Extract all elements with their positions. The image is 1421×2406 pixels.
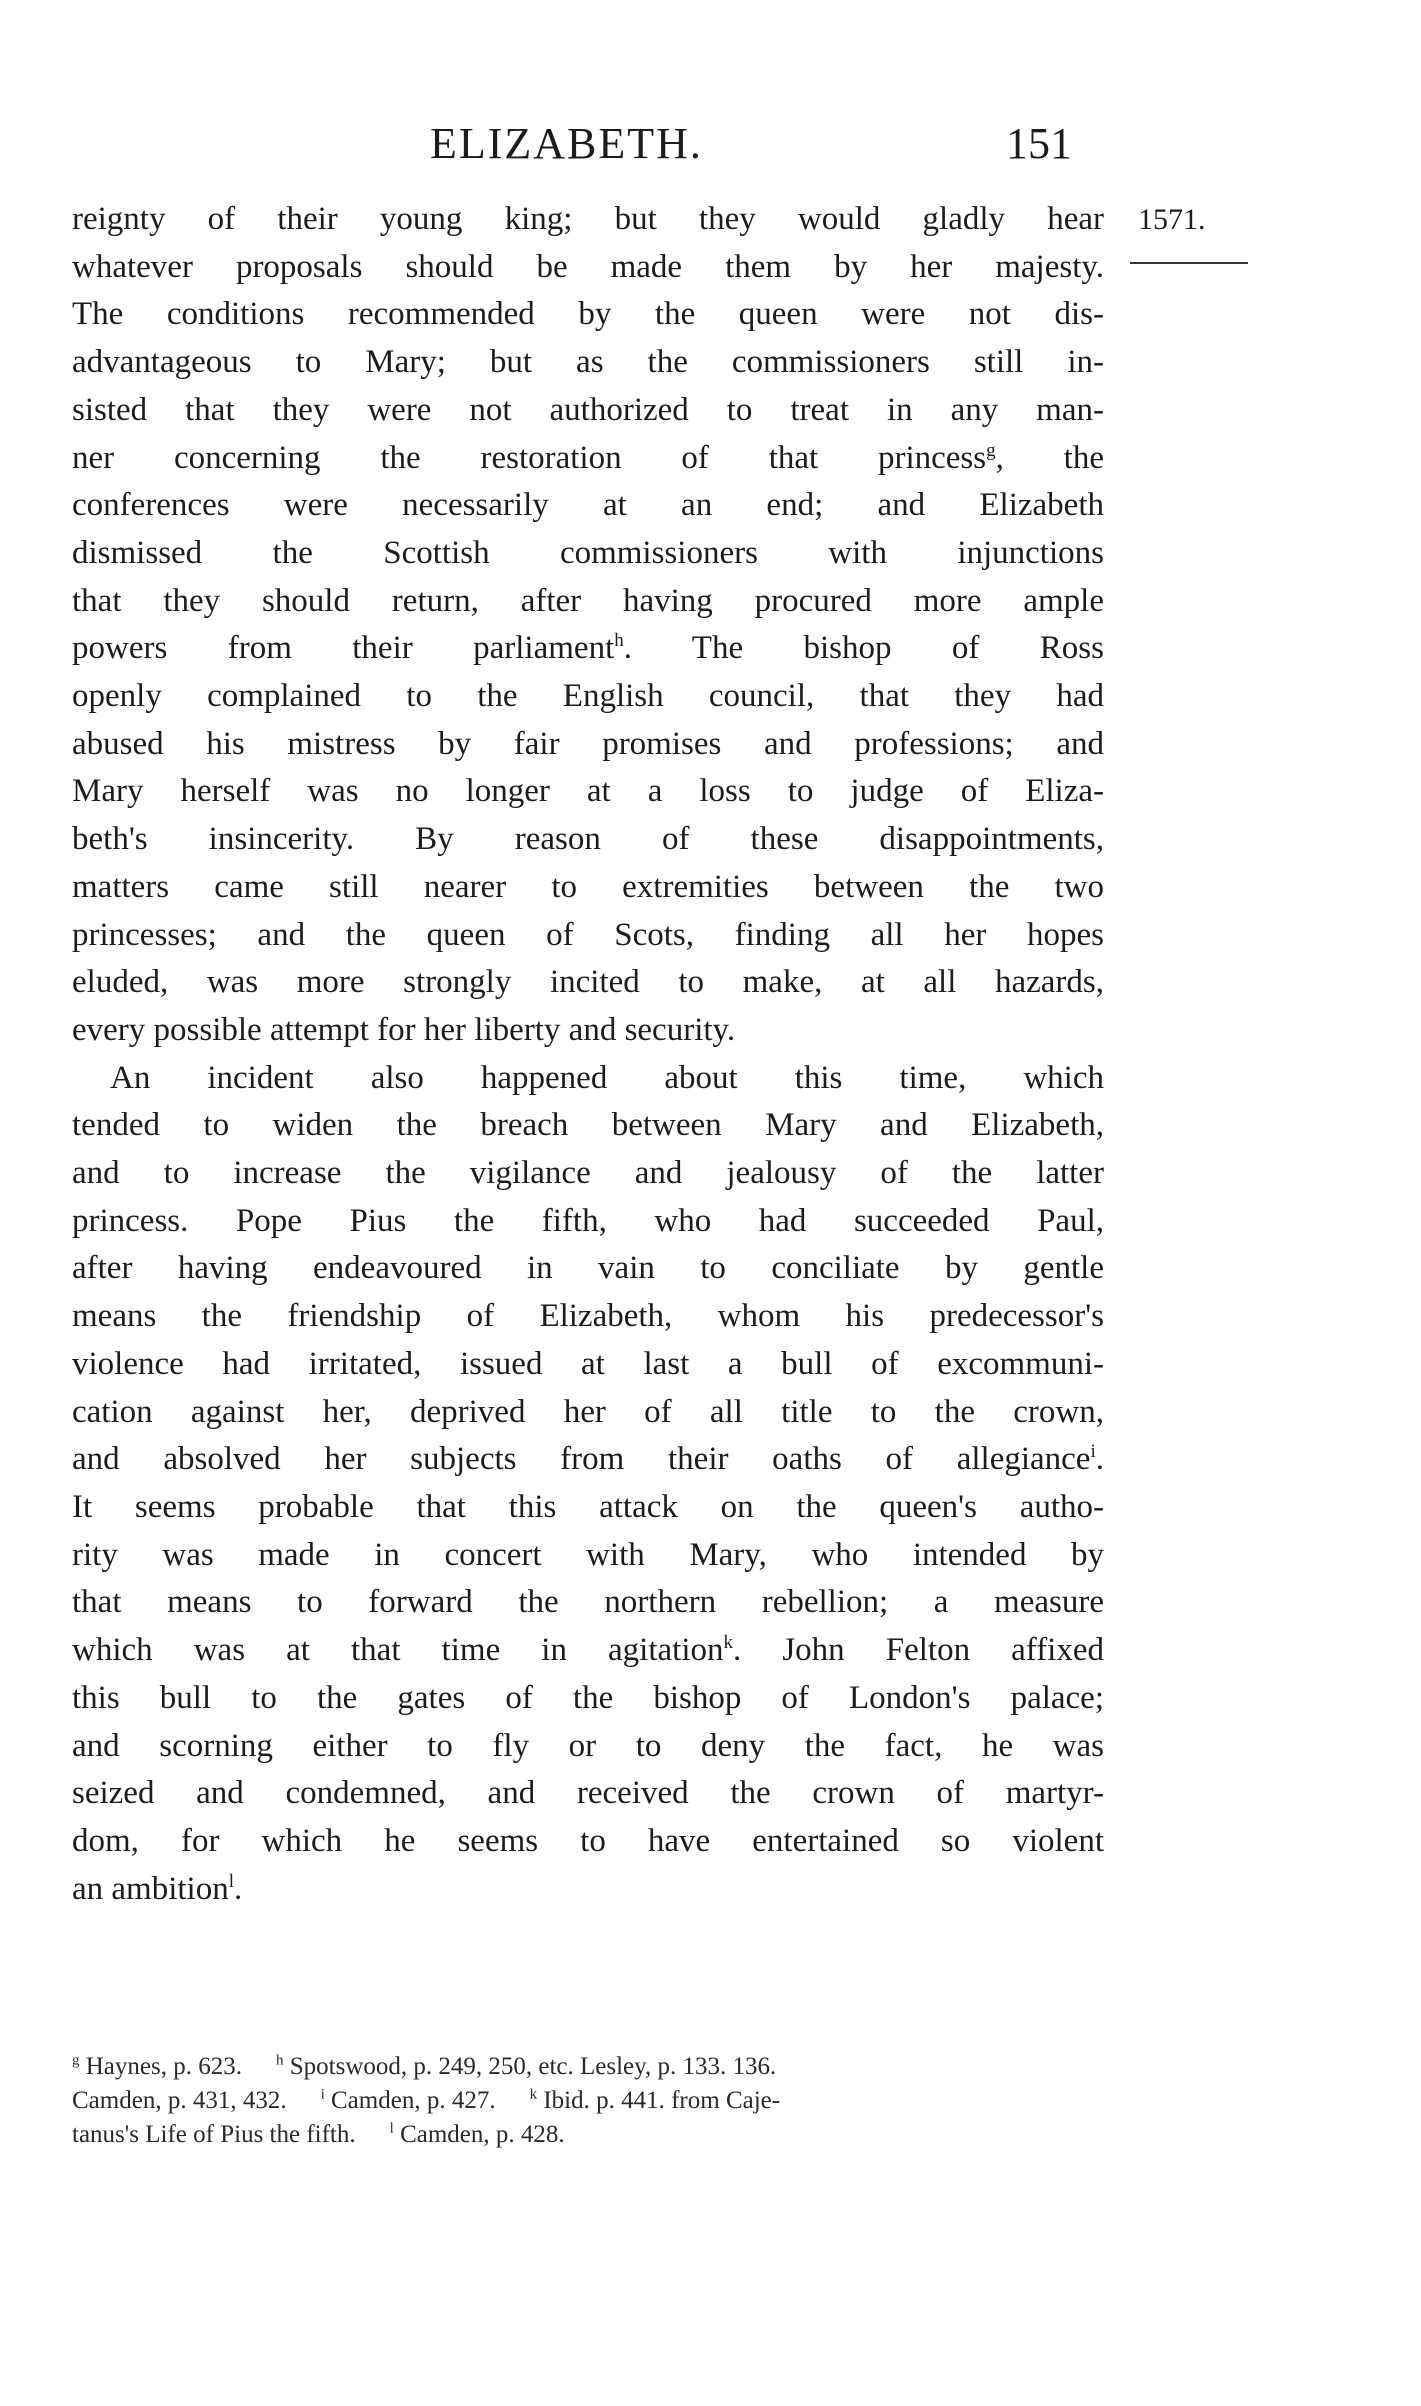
line-text: matters came still nearer to extremities between the two <box>72 868 1104 905</box>
paragraph-1 <box>72 196 1104 1055</box>
line-text: Mary herself was no longer at a loss to judge of Eliza- <box>72 773 1104 810</box>
line-text: powers from their parliament <box>72 630 615 667</box>
footnote-text: Camden, p. 427. <box>331 2087 496 2114</box>
text-line <box>72 864 1104 912</box>
line-text: abused his mistress by fair promises and professions; and <box>72 725 1104 762</box>
text-line <box>72 1484 1104 1532</box>
line-text: princess. Pope Pius the fifth, who had succeeded Paul, <box>72 1202 1104 1239</box>
text-line <box>72 1389 1104 1437</box>
footnote-line <box>72 2050 1104 2084</box>
line-text: seized and condemned, and received the crown of martyr- <box>72 1775 1104 1812</box>
footnote-text: Camden, p. 428. <box>400 2121 565 2148</box>
text-line <box>72 912 1104 960</box>
page-number: 151 <box>1006 119 1072 168</box>
line-text: The conditions recommended by the queen were not dis- <box>72 296 1104 333</box>
footnotes <box>72 2050 1104 2152</box>
line-text: and scorning either to fly or to deny the fact, he was <box>72 1727 1104 1764</box>
text-line <box>72 625 1104 673</box>
line-text: that they should return, after having procured more ample <box>72 582 1104 619</box>
line-text: reignty of their young king; but they would gladly hear <box>72 201 1104 237</box>
line-text: openly complained to the English council, that they had <box>72 678 1104 715</box>
line-text: after having endeavoured in vain to conciliate by gentle <box>72 1250 1104 1287</box>
footnote-text: tanus's Life of Pius the fifth. <box>72 2121 356 2148</box>
marginal-rule <box>1130 262 1248 264</box>
line-text: an ambition <box>72 1870 229 1907</box>
footnote-ref: h <box>614 630 624 652</box>
footnote-text: Camden, p. 431, 432. <box>72 2087 287 2114</box>
text-line <box>72 1532 1104 1580</box>
text-line <box>72 530 1104 578</box>
text-line <box>72 816 1104 864</box>
line-text: that means to forward the northern rebellion; a measure <box>72 1584 1104 1621</box>
line-text: every possible attempt for her liberty and security. <box>72 1011 736 1048</box>
footnote-text: Spotswood, p. 249, 250, etc. Lesley, p. 133. 136. <box>289 2053 777 2080</box>
text-line <box>72 768 1104 816</box>
footnote-text: Ibid. p. 441. from Caje- <box>543 2087 781 2114</box>
running-head <box>0 112 1421 176</box>
line-text: tended to widen the breach between Mary and Elizabeth, <box>72 1107 1104 1144</box>
line-text: dom, for which he seems to have entertained so violent <box>72 1822 1104 1859</box>
text-line <box>72 387 1104 435</box>
line-text: rity was made in concert with Mary, who intended by <box>72 1536 1104 1573</box>
text-line <box>72 1866 1104 1914</box>
footnote-ref: k <box>723 1632 733 1654</box>
line-text: and absolved her subjects from their oaths of allegiance <box>72 1441 1091 1478</box>
line-text: eluded, was more strongly incited to make, at all hazards, <box>72 964 1104 1001</box>
line-text: It seems probable that this attack on the queen's autho- <box>72 1488 1104 1525</box>
line-text: means the friendship of Elizabeth, whom his predecessor's <box>72 1298 1104 1335</box>
text-line <box>72 1341 1104 1389</box>
line-text: cation against her, deprived her of all title to the crown, <box>72 1393 1104 1430</box>
footnote-text: Haynes, p. 623. <box>85 2053 242 2080</box>
marginal-year: 1571. <box>1138 203 1206 236</box>
body-text <box>72 196 1104 1913</box>
text-line <box>72 1245 1104 1293</box>
text-line <box>72 244 1104 292</box>
footnote-mark: g <box>72 2052 80 2069</box>
line-text: conferences were necessarily at an end; and Elizabeth <box>72 487 1104 524</box>
text-line <box>72 1007 1104 1055</box>
line-text: beth's insincerity. By reason of these disappointments, <box>72 821 1104 858</box>
text-line <box>72 1770 1104 1818</box>
text-line <box>72 1055 1104 1103</box>
text-line <box>72 1627 1104 1675</box>
text-line <box>72 435 1104 483</box>
text-line <box>72 482 1104 530</box>
line-text: and to increase the vigilance and jealousy of the latter <box>72 1155 1104 1192</box>
text-line <box>72 339 1104 387</box>
line-text: this bull to the gates of the bishop of London's palace; <box>72 1679 1104 1716</box>
text-line <box>72 1198 1104 1246</box>
line-text-after: . The bishop of Ross <box>623 630 1104 667</box>
line-text: whatever proposals should be made them by her majesty. <box>72 248 1104 285</box>
paragraph-2 <box>72 1055 1104 1914</box>
footnote-line <box>72 2084 1104 2118</box>
footnote-ref: i <box>1090 1441 1096 1463</box>
line-text: which was at that time in agitation <box>72 1632 724 1669</box>
line-text-after: , the <box>995 439 1104 476</box>
text-line <box>72 196 1104 244</box>
text-line <box>72 721 1104 769</box>
line-text: advantageous to Mary; but as the commissioners still in- <box>72 344 1104 381</box>
footnote-ref: g <box>986 439 996 461</box>
text-line <box>72 578 1104 626</box>
text-line <box>72 1102 1104 1150</box>
line-text-after: . <box>234 1870 243 1907</box>
text-line <box>72 959 1104 1007</box>
line-text: An incident also happened about this time, which <box>110 1059 1104 1096</box>
text-line <box>72 1723 1104 1771</box>
line-text: violence had irritated, issued at last a bull of excommuni- <box>72 1345 1104 1382</box>
text-line <box>72 1293 1104 1341</box>
text-line <box>72 1436 1104 1484</box>
line-text: ner concerning the restoration of that princess <box>72 439 987 476</box>
footnote-line <box>72 2118 1104 2152</box>
footnote-mark: i <box>320 2086 325 2103</box>
footnote-mark: k <box>529 2086 538 2103</box>
line-text: dismissed the Scottish commissioners with injunctions <box>72 534 1104 571</box>
text-line <box>72 1579 1104 1627</box>
text-line <box>72 291 1104 339</box>
running-head-title: ELIZABETH. <box>430 119 703 168</box>
text-line <box>72 1150 1104 1198</box>
text-line <box>72 1818 1104 1866</box>
line-text: princesses; and the queen of Scots, finding all her hopes <box>72 916 1104 953</box>
line-text-after: . John Felton affixed <box>733 1632 1104 1669</box>
text-line <box>72 673 1104 721</box>
footnote-mark: l <box>389 2120 394 2137</box>
footnote-ref: l <box>228 1870 234 1892</box>
line-text: sisted that they were not authorized to treat in any man- <box>72 391 1104 428</box>
line-text-after: . <box>1095 1441 1104 1478</box>
footnote-mark: h <box>275 2052 284 2069</box>
text-line <box>72 1675 1104 1723</box>
